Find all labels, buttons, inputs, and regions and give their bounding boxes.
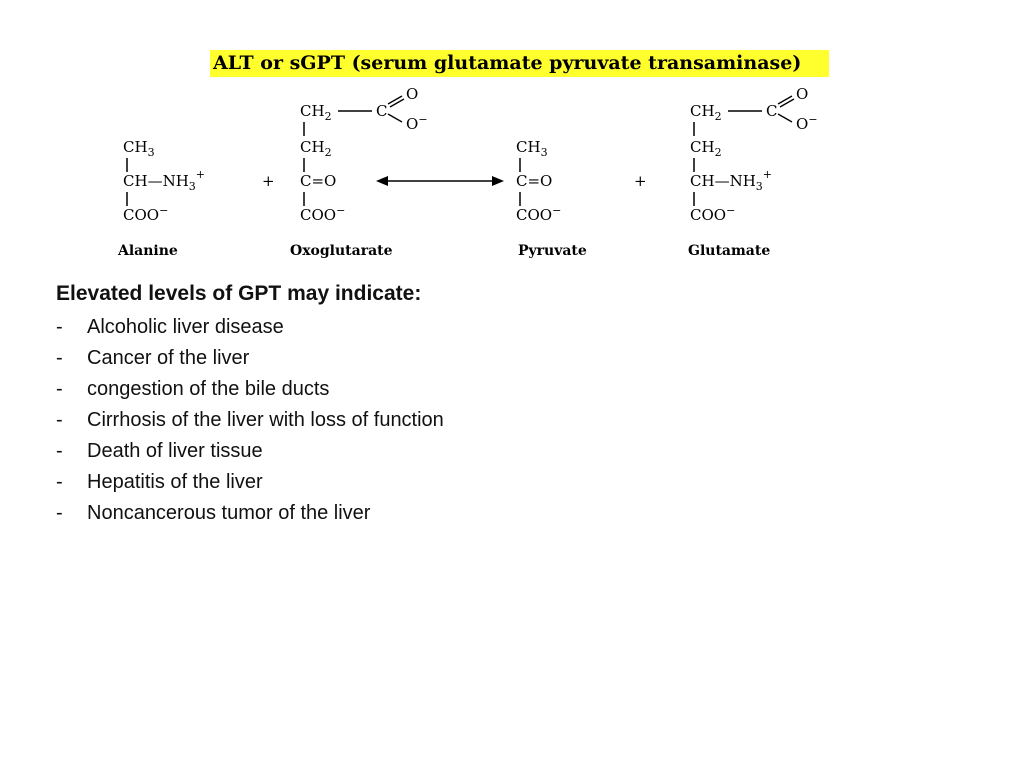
list-item: - Noncancerous tumor of the liver <box>56 502 371 524</box>
svg-text:CH3: $CH_3$ <box>516 138 548 159</box>
list-item: - Cirrhosis of the liver with loss of function <box>56 409 444 431</box>
svg-text:CH2: $CH_2$ <box>300 138 332 159</box>
compound-label-oxoglutarate: Oxoglutarate <box>290 243 393 259</box>
oxoglutarate-structure <box>290 85 428 259</box>
compound-label-glutamate: Glutamate <box>688 243 771 259</box>
svg-text:COO−: COO− <box>516 204 562 224</box>
svg-text:CH2: $CH_2$ <box>690 138 722 159</box>
svg-text:CH—NH3+: $CH—NH_3^+$ <box>690 168 772 193</box>
equilibrium-arrow <box>376 176 504 186</box>
plus-sign-1: + <box>262 172 275 190</box>
svg-text:CH—NH3+: $CH—NH_3^+$ <box>123 168 205 193</box>
findings-section <box>56 280 444 529</box>
glutamate-structure <box>688 85 818 259</box>
findings-heading: Elevated levels of GPT may indicate: <box>56 282 422 305</box>
reaction-diagram <box>110 82 850 262</box>
list-item: - Cancer of the liver <box>56 347 250 369</box>
svg-text:CH3: $CH_3$ <box>123 138 155 159</box>
svg-text:COO−: COO− <box>300 204 346 224</box>
svg-text:C=O: C=O <box>300 172 337 190</box>
slide-title: ALT or sGPT (serum glutamate pyruvate transaminase) <box>210 50 829 77</box>
list-item: - Hepatitis of the liver <box>56 471 263 493</box>
svg-text:CH2: $CH_2$ <box>690 102 722 123</box>
list-item: - Alcoholic liver disease <box>56 316 284 338</box>
svg-text:COO−: COO− <box>690 204 736 224</box>
svg-text:C: C <box>766 102 778 120</box>
svg-text:CH2: $CH_2$ <box>300 102 332 123</box>
compound-label-alanine: Alanine <box>118 243 178 259</box>
svg-text:COO−: COO− <box>123 204 169 224</box>
svg-text:O: O <box>796 85 809 103</box>
svg-text:C=O: C=O <box>516 172 553 190</box>
svg-text:O: O <box>406 85 419 103</box>
pyruvate-structure <box>516 138 587 259</box>
findings-list <box>56 312 444 529</box>
svg-text:C: C <box>376 102 388 120</box>
compound-label-pyruvate: Pyruvate <box>518 243 587 259</box>
svg-text:O−: O− <box>796 113 818 133</box>
list-item: - Death of liver tissue <box>56 440 263 462</box>
plus-sign-2: + <box>634 172 647 190</box>
alanine-structure <box>117 138 205 259</box>
list-item: - congestion of the bile ducts <box>56 378 330 400</box>
svg-text:O−: O− <box>406 113 428 133</box>
